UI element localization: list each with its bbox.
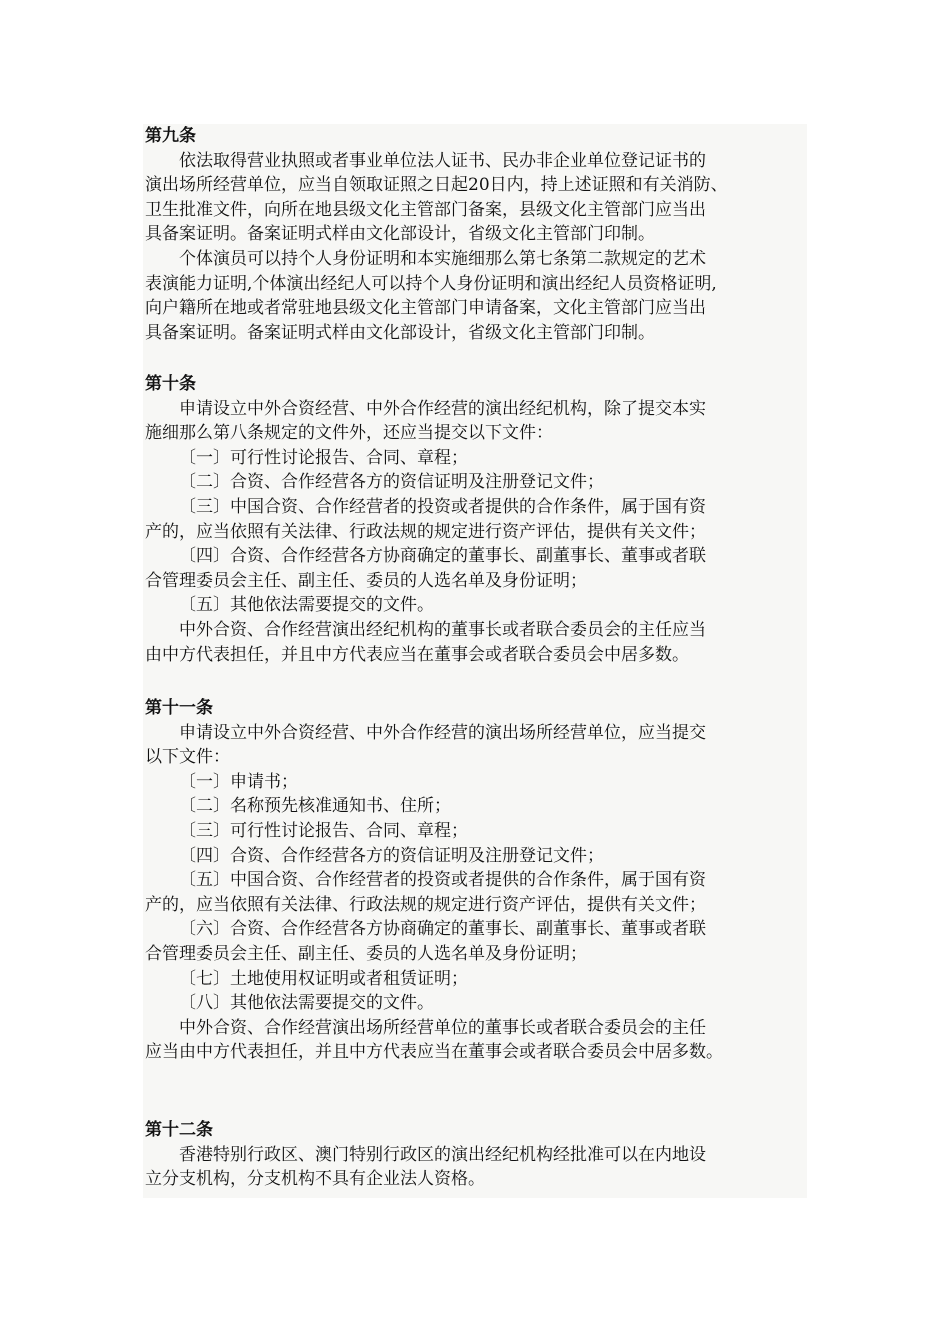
list-item: 〔一〕可行性讨论报告、合同、章程； xyxy=(179,447,468,468)
document-body xyxy=(145,124,825,1192)
list-item: 〔二〕合资、合作经营各方的资信证明及注册登记文件； xyxy=(179,472,604,493)
paragraph: 个体演员可以持个人身份证明和本实施细那么第七条第二款规定的艺术 表演能力证明,个体演出经纪人可以持个人身份证明和演出经纪人员资格证明, 向户籍所在地或者常驻地县级文化主管部门申请备案，文化主管部门应当出 具备案证明。备案证明式样由文化部设计，省级文化主管部门印制。 xyxy=(145,248,717,343)
list-item: 〔四〕合资、合作经营各方的资信证明及注册登记文件； xyxy=(179,845,604,866)
article-12 xyxy=(145,1118,825,1192)
list-item: 〔六〕合资、合作经营各方协商确定的董事长、副董事长、董事或者联 合管理委员会主任、副主任、委员的人选名单及身份证明； xyxy=(145,919,706,964)
article-11 xyxy=(145,696,825,1118)
list-item: 〔三〕中国合资、合作经营者的投资或者提供的合作条件，属于国有资 产的，应当依照有关法律、行政法规的规定进行资产评估，提供有关文件； xyxy=(145,496,706,542)
list-item: 〔四〕合资、合作经营各方协商确定的董事长、副董事长、董事或者联 合管理委员会主任、副主任、委员的人选名单及身份证明； xyxy=(145,546,706,591)
list-item: 〔七〕土地使用权证明或者租赁证明； xyxy=(179,968,468,989)
paragraph: 申请设立中外合资经营、中外合作经营的演出场所经营单位，应当提交 以下文件： xyxy=(145,722,706,768)
article-heading: 第九条 xyxy=(145,126,196,146)
article-heading: 第十一条 xyxy=(145,698,213,718)
article-heading: 第十二条 xyxy=(145,1120,213,1140)
article-9 xyxy=(145,124,825,372)
list-item: 〔二〕名称预先核准通知书、住所； xyxy=(179,796,451,817)
paragraph: 申请设立中外合资经营、中外合作经营的演出经纪机构，除了提交本实 施细那么第八条规定的文件外，还应当提交以下文件： xyxy=(145,398,706,444)
list-item: 〔三〕可行性讨论报告、合同、章程； xyxy=(179,820,468,841)
paragraph: 中外合资、合作经营演出经纪机构的董事长或者联合委员会的主任应当 由中方代表担任，并且中方代表应当在董事会或者联合委员会中居多数。 xyxy=(145,619,706,665)
paragraph: 中外合资、合作经营演出场所经营单位的董事长或者联合委员会的主任 应当由中方代表担任，并且中方代表应当在董事会或者联合委员会中居多数。 xyxy=(145,1017,723,1063)
paragraph: 香港特别行政区、澳门特别行政区的演出经纪机构经批准可以在内地设 立分支机构，分支机构不具有企业法人资格。 xyxy=(145,1144,706,1190)
article-heading: 第十条 xyxy=(145,374,196,394)
list-item: 〔八〕其他依法需要提交的文件。 xyxy=(179,993,434,1014)
list-item: 〔五〕其他依法需要提交的文件。 xyxy=(179,595,434,616)
list-item: 〔五〕中国合资、合作经营者的投资或者提供的合作条件，属于国有资 产的，应当依照有关法律、行政法规的规定进行资产评估，提供有关文件； xyxy=(145,870,706,915)
article-10 xyxy=(145,372,825,696)
paragraph: 依法取得营业执照或者事业单位法人证书、民办非企业单位登记证书的 演出场所经营单位，应当自领取证照之日起20日内，持上述证照和有关消防、 卫生批准文件，向所在地县级文化主管部门备案，县级文化主管部门应当出 具备案证明。备案证明式样由文化部设计，省级文化主管部门印制。 xyxy=(145,150,728,245)
list-item: 〔一〕申请书； xyxy=(179,771,298,792)
